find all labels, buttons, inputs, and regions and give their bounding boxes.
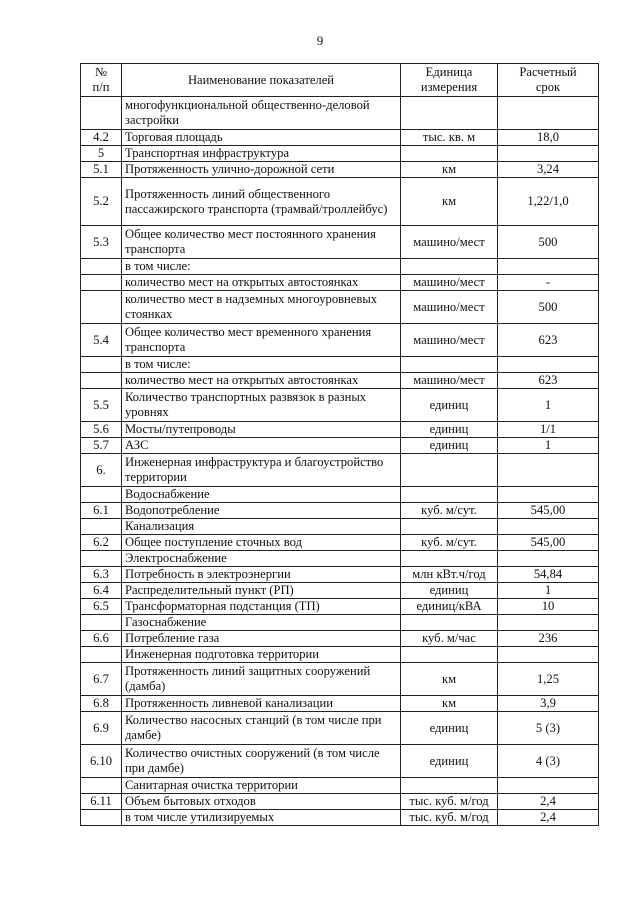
row-name: Протяженность ливневой канализации	[122, 696, 401, 712]
table-row	[81, 162, 599, 178]
row-name: Водоснабжение	[122, 487, 401, 503]
header-num: № п/п	[81, 64, 122, 97]
row-name: АЗС	[122, 438, 401, 454]
table-row	[81, 535, 599, 551]
table-row	[81, 226, 599, 259]
row-unit	[401, 647, 498, 663]
row-value	[498, 615, 599, 631]
row-unit: машино/мест	[401, 226, 498, 259]
row-name: Санитарная очистка территории	[122, 778, 401, 794]
row-name: в том числе:	[122, 259, 401, 275]
row-value: 623	[498, 324, 599, 357]
row-number: 5	[81, 146, 122, 162]
row-name: Инженерная инфраструктура и благоустройство территории	[122, 454, 401, 487]
row-number	[81, 487, 122, 503]
row-value: 236	[498, 631, 599, 647]
table-row	[81, 551, 599, 567]
row-name: в том числе:	[122, 357, 401, 373]
table-row	[81, 275, 599, 291]
row-number: 6.2	[81, 535, 122, 551]
row-number: 6.3	[81, 567, 122, 583]
table-row	[81, 130, 599, 146]
row-number: 5.4	[81, 324, 122, 357]
row-unit: тыс. кв. м	[401, 130, 498, 146]
row-unit	[401, 259, 498, 275]
row-name: Количество транспортных развязок в разных уровнях	[122, 389, 401, 422]
page-number: 9	[316, 33, 324, 48]
row-value: 623	[498, 373, 599, 389]
row-name: Инженерная подготовка территории	[122, 647, 401, 663]
row-name: количество мест на открытых автостоянках	[122, 373, 401, 389]
row-unit: единиц	[401, 583, 498, 599]
row-number: 6.	[81, 454, 122, 487]
row-unit: машино/мест	[401, 373, 498, 389]
row-number: 6.10	[81, 745, 122, 778]
row-unit: куб. м/час	[401, 631, 498, 647]
row-number	[81, 551, 122, 567]
row-value: 1	[498, 583, 599, 599]
row-number	[81, 291, 122, 324]
row-value	[498, 487, 599, 503]
table-row	[81, 487, 599, 503]
table-row	[81, 599, 599, 615]
row-value: 545,00	[498, 535, 599, 551]
row-unit: км	[401, 696, 498, 712]
row-number: 5.3	[81, 226, 122, 259]
row-number	[81, 373, 122, 389]
row-number	[81, 519, 122, 535]
row-unit: единиц	[401, 389, 498, 422]
table-row	[81, 519, 599, 535]
row-name: Трансформаторная подстанция (ТП)	[122, 599, 401, 615]
row-name: Водопотребление	[122, 503, 401, 519]
table-row	[81, 647, 599, 663]
row-number: 4.2	[81, 130, 122, 146]
table-header-row	[81, 64, 599, 97]
row-unit	[401, 357, 498, 373]
row-name: Количество очистных сооружений (в том числе при дамбе)	[122, 745, 401, 778]
row-value	[498, 647, 599, 663]
row-unit: единиц	[401, 438, 498, 454]
row-name: Протяженность улично-дорожной сети	[122, 162, 401, 178]
row-name: Общее поступление сточных вод	[122, 535, 401, 551]
table-row	[81, 615, 599, 631]
row-unit	[401, 551, 498, 567]
row-number	[81, 647, 122, 663]
table-row	[81, 503, 599, 519]
row-unit: км	[401, 663, 498, 696]
row-name: Потребление газа	[122, 631, 401, 647]
table-row	[81, 178, 599, 226]
row-number	[81, 259, 122, 275]
table-row	[81, 324, 599, 357]
row-value: 2,4	[498, 794, 599, 810]
row-value	[498, 519, 599, 535]
row-unit	[401, 519, 498, 535]
row-unit: тыс. куб. м/год	[401, 810, 498, 826]
table-row	[81, 663, 599, 696]
header-value: Расчетный срок	[498, 64, 599, 97]
row-name: Мосты/путепроводы	[122, 422, 401, 438]
row-value: 1,25	[498, 663, 599, 696]
table-row	[81, 745, 599, 778]
row-unit: км	[401, 178, 498, 226]
row-value: 1	[498, 389, 599, 422]
row-unit: единиц	[401, 745, 498, 778]
table-row	[81, 454, 599, 487]
row-unit: единиц/кВА	[401, 599, 498, 615]
table-row	[81, 438, 599, 454]
row-unit	[401, 97, 498, 130]
row-value: 1/1	[498, 422, 599, 438]
row-number	[81, 357, 122, 373]
row-unit: км	[401, 162, 498, 178]
row-name: количество мест в надземных многоуровневых стоянках	[122, 291, 401, 324]
row-name: Общее количество мест временного хранения транспорта	[122, 324, 401, 357]
row-value: 1	[498, 438, 599, 454]
row-value: 545,00	[498, 503, 599, 519]
table-row	[81, 712, 599, 745]
row-unit: единиц	[401, 422, 498, 438]
row-unit	[401, 487, 498, 503]
row-name: Протяженность линий защитных сооружений (дамба)	[122, 663, 401, 696]
row-value: 5 (3)	[498, 712, 599, 745]
row-value	[498, 454, 599, 487]
row-number: 5.7	[81, 438, 122, 454]
row-number: 6.11	[81, 794, 122, 810]
row-unit: тыс. куб. м/год	[401, 794, 498, 810]
row-name: Распределительный пункт (РП)	[122, 583, 401, 599]
row-number	[81, 615, 122, 631]
indicators-table	[80, 63, 599, 826]
row-unit: млн кВт.ч/год	[401, 567, 498, 583]
row-value	[498, 551, 599, 567]
row-number: 5.5	[81, 389, 122, 422]
table-row	[81, 146, 599, 162]
row-unit: куб. м/сут.	[401, 503, 498, 519]
row-number: 6.7	[81, 663, 122, 696]
header-unit: Единица измерения	[401, 64, 498, 97]
row-value: 4 (3)	[498, 745, 599, 778]
row-value	[498, 357, 599, 373]
row-name: Потребность в электроэнергии	[122, 567, 401, 583]
row-number: 5.2	[81, 178, 122, 226]
row-value: 1,22/1,0	[498, 178, 599, 226]
row-number	[81, 275, 122, 291]
row-unit	[401, 146, 498, 162]
row-number: 5.1	[81, 162, 122, 178]
table-row	[81, 357, 599, 373]
row-name: Протяженность линий общественного пассажирского транспорта (трамвай/троллейбус)	[122, 178, 401, 226]
row-unit: машино/мест	[401, 324, 498, 357]
row-unit: куб. м/сут.	[401, 535, 498, 551]
row-unit	[401, 778, 498, 794]
row-value	[498, 97, 599, 130]
row-value: 500	[498, 226, 599, 259]
row-name: Газоснабжение	[122, 615, 401, 631]
table-body	[81, 97, 599, 826]
table-row	[81, 259, 599, 275]
row-name: Электроснабжение	[122, 551, 401, 567]
row-name: Объем бытовых отходов	[122, 794, 401, 810]
row-number: 6.9	[81, 712, 122, 745]
row-number	[81, 810, 122, 826]
row-value: 3,24	[498, 162, 599, 178]
row-unit	[401, 615, 498, 631]
row-value: 3,9	[498, 696, 599, 712]
row-number: 6.1	[81, 503, 122, 519]
row-number: 6.8	[81, 696, 122, 712]
row-name: Общее количество мест постоянного хранения транспорта	[122, 226, 401, 259]
row-value	[498, 259, 599, 275]
row-value	[498, 146, 599, 162]
row-number	[81, 778, 122, 794]
row-name: в том числе утилизируемых	[122, 810, 401, 826]
row-number: 6.5	[81, 599, 122, 615]
row-value: -	[498, 275, 599, 291]
row-number: 6.6	[81, 631, 122, 647]
table-row	[81, 567, 599, 583]
table-row	[81, 696, 599, 712]
row-value: 500	[498, 291, 599, 324]
table-row	[81, 97, 599, 130]
row-number	[81, 97, 122, 130]
row-number: 6.4	[81, 583, 122, 599]
row-name: Канализация	[122, 519, 401, 535]
row-name: Торговая площадь	[122, 130, 401, 146]
row-name: Количество насосных станций (в том числе при дамбе)	[122, 712, 401, 745]
row-unit: единиц	[401, 712, 498, 745]
table-row	[81, 389, 599, 422]
row-number: 5.6	[81, 422, 122, 438]
row-value: 54,84	[498, 567, 599, 583]
table-row	[81, 291, 599, 324]
row-name: количество мест на открытых автостоянках	[122, 275, 401, 291]
row-name: Транспортная инфраструктура	[122, 146, 401, 162]
row-unit: машино/мест	[401, 275, 498, 291]
table-row	[81, 794, 599, 810]
table-row	[81, 810, 599, 826]
row-value: 2,4	[498, 810, 599, 826]
row-unit: машино/мест	[401, 291, 498, 324]
table-row	[81, 778, 599, 794]
row-value: 10	[498, 599, 599, 615]
header-name: Наименование показателей	[122, 64, 401, 97]
table-row	[81, 631, 599, 647]
table-row	[81, 583, 599, 599]
row-value: 18,0	[498, 130, 599, 146]
table-row	[81, 373, 599, 389]
table-row	[81, 422, 599, 438]
row-unit	[401, 454, 498, 487]
row-value	[498, 778, 599, 794]
row-name: многофункциональной общественно-деловой застройки	[122, 97, 401, 130]
